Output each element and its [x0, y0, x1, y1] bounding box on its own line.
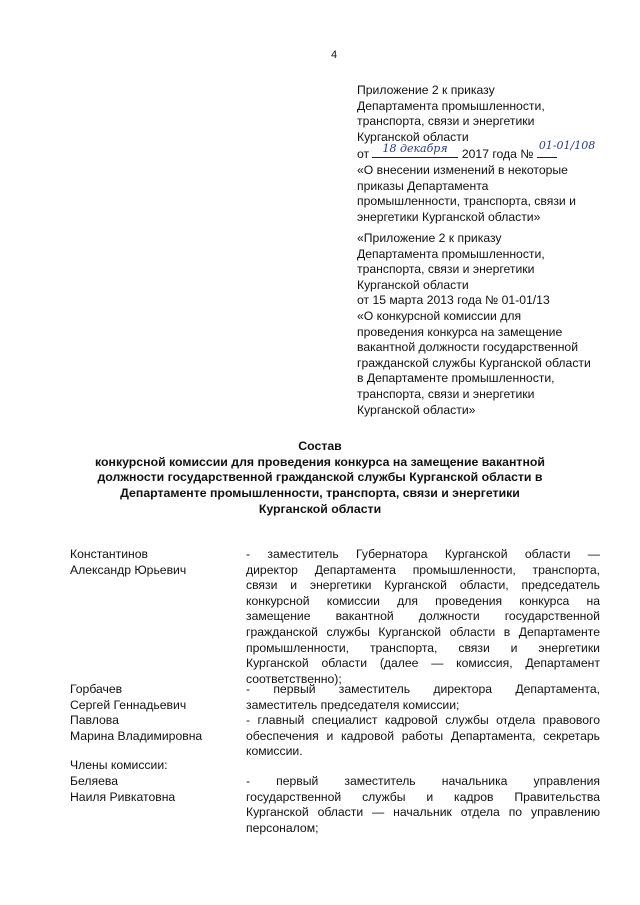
desc-line: директор Департамента промышленности, транспорта,	[246, 562, 600, 577]
given-names: Сергей Геннадьевич	[70, 697, 187, 712]
member-description	[246, 713, 600, 760]
appendix-line: Департамента промышленности,	[357, 246, 545, 261]
desc-line: Курганской области — начальник отдела по управлению	[246, 805, 600, 820]
desc-line: соответственно);	[246, 671, 342, 686]
appendix-line: Курганской области	[357, 129, 469, 144]
desc-line: - заместитель Губернатора Курганской области —	[246, 547, 600, 561]
member-name	[70, 713, 235, 744]
date-year: 2017 года №	[461, 147, 534, 162]
appendix-line: проведения конкурса на замещение	[357, 324, 563, 339]
desc-line: - главный специалист кадровой службы отдела правового	[246, 713, 600, 727]
appendix-line: Приложение 2 к приказу	[357, 83, 495, 97]
appendix-line: от 15 марта 2013 года № 01-01/13	[357, 293, 550, 308]
desc-line: связи и энергетики Курганской области, председатель	[246, 578, 600, 593]
given-names: Александр Юрьевич	[70, 562, 187, 577]
desc-line: комиссии.	[246, 744, 303, 759]
title-line: Курганской области	[258, 501, 382, 516]
handwritten-number: 01-01/108	[538, 139, 596, 153]
appendix-line: Курганской области	[357, 277, 469, 292]
member-name	[70, 682, 235, 713]
desc-line: гражданской службы Курганской области в Департаменте	[246, 624, 600, 639]
desc-line: - первый заместитель директора Департамента,	[246, 682, 600, 696]
appendix-line: Курганской области»	[357, 402, 476, 417]
appendix-date-line	[357, 139, 627, 163]
members-heading: Члены комиссии:	[70, 758, 168, 772]
title-line: Состав	[298, 439, 342, 453]
appendix-line: «О внесении изменений в некоторые	[357, 162, 568, 177]
desc-line: государственной службы и кадров Правительства	[246, 789, 600, 804]
surname: Константинов	[70, 547, 149, 561]
desc-line: заместитель председателя комиссии;	[246, 697, 460, 712]
appendix-line: «О конкурсной комиссии для	[357, 308, 522, 323]
desc-line: замещение вакантной должности государственной	[246, 609, 600, 624]
appendix-line: транспорта, связи и энергетики	[357, 386, 535, 401]
member-description	[246, 547, 600, 687]
appendix-line: в Департаменте промышленности,	[357, 371, 555, 386]
appendix-line: Департамента промышленности,	[357, 98, 545, 113]
date-prefix: от	[357, 147, 370, 162]
title-line: должности государственной гражданской службы Курганской области в	[97, 470, 543, 485]
given-names: Наиля Ривкатовна	[70, 789, 176, 804]
desc-line: обеспечения и кадровой работы Департамента, секретарь	[246, 728, 600, 743]
appendix-line: гражданской службы Курганской области	[357, 355, 591, 370]
appendix-line: транспорта, связи и энергетики	[357, 114, 535, 129]
page-number: 4	[331, 49, 338, 61]
appendix-line: промышленности, транспорта, связи и	[357, 194, 576, 209]
title-line: конкурсной комиссии для проведения конкурса на замещение вакантной	[95, 454, 545, 469]
appendix-line: транспорта, связи и энергетики	[357, 262, 535, 277]
member-name	[70, 774, 235, 805]
number-fill	[537, 139, 596, 158]
desc-line: промышленности, транспорта, связи и энергетики	[246, 640, 600, 655]
desc-line: - первый заместитель начальника управления	[246, 774, 600, 788]
surname: Беляева	[70, 774, 118, 788]
surname: Горбачев	[70, 682, 123, 696]
date-fill	[372, 142, 458, 158]
desc-line: конкурсной комиссии для проведения конкурса на	[246, 593, 600, 608]
appendix-line: «Приложение 2 к приказу	[357, 231, 502, 245]
handwritten-date: 18 декабря	[382, 142, 448, 156]
original-appendix-header	[357, 231, 627, 418]
appendix-line: энергетики Курганской области»	[357, 209, 541, 224]
member-description	[246, 774, 600, 836]
desc-line: персоналом;	[246, 820, 319, 835]
appendix-line: вакантной должности государственной	[357, 340, 579, 355]
appendix-line: приказы Департамента	[357, 178, 489, 193]
title-line: Департаменте промышленности, транспорта, связи и энергетики	[120, 486, 520, 501]
given-names: Марина Владимировна	[70, 728, 203, 743]
member-description	[246, 682, 600, 713]
document-title	[60, 439, 580, 518]
appendix-header	[357, 83, 627, 225]
member-name	[70, 547, 235, 578]
surname: Павлова	[70, 713, 119, 727]
desc-line: Курганской области (далее — комиссия, Департамент	[246, 656, 600, 671]
